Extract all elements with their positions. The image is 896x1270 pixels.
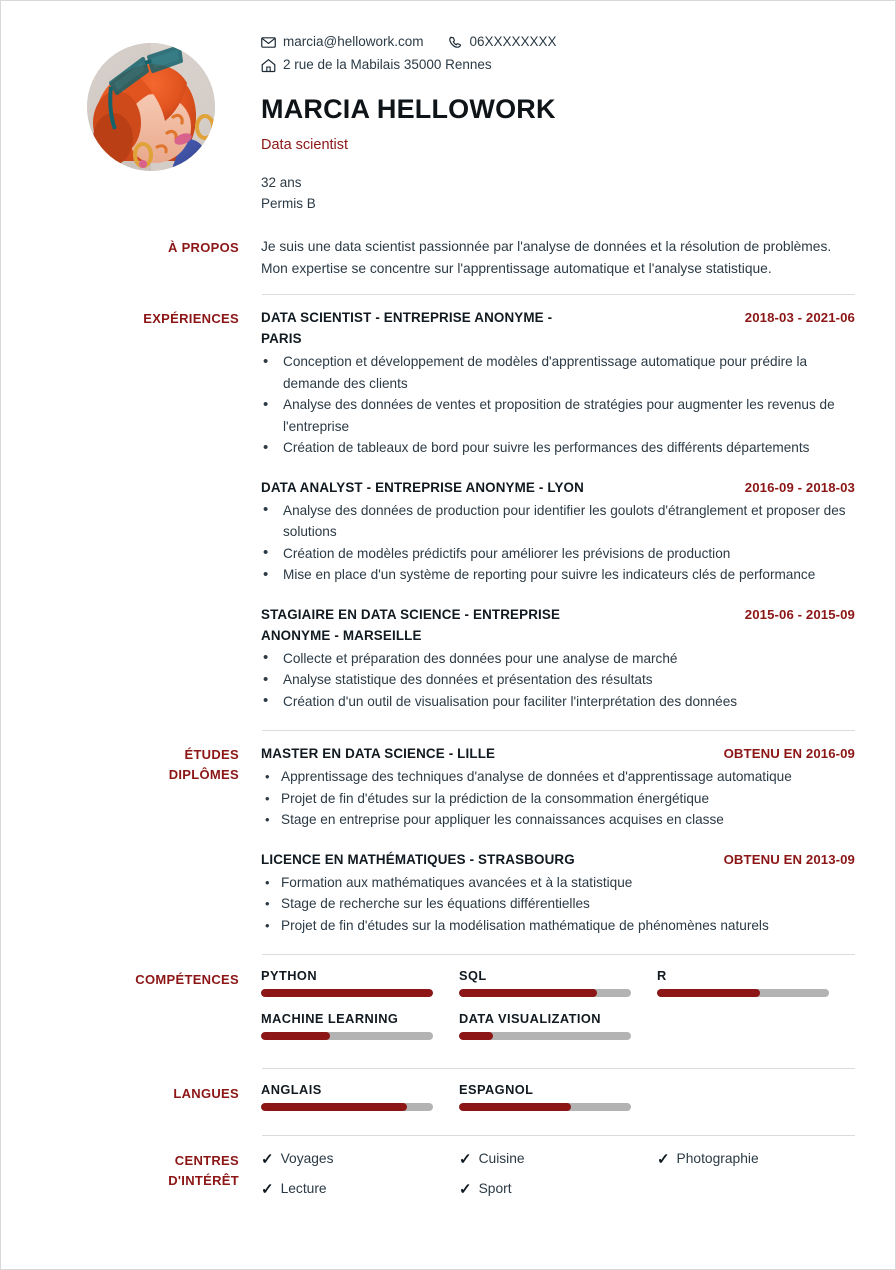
education-body: [261, 743, 855, 954]
skill-bar-fill: [261, 989, 433, 997]
section-label-languages: LANGUES: [173, 1086, 239, 1102]
skill-label: PYTHON: [261, 968, 318, 984]
skill-bar-fill: [459, 989, 597, 997]
page-title: MARCIA HELLOWORK: [261, 94, 556, 124]
entry-title: STAGIAIRE EN DATA SCIENCE - ENTREPRISE ANONYME - MARSEILLE: [261, 606, 561, 643]
skill: [261, 968, 459, 997]
check-icon: ✓: [458, 1150, 472, 1168]
entry: [261, 307, 855, 459]
bullet-item: • Stage de recherche sur les équations différentielles: [261, 893, 855, 915]
bullet-item: • Conception et développement de modèles d'apprentissage automatique pour prédire la demande des clients: [261, 351, 855, 394]
language-bar: [261, 1103, 433, 1111]
entry: [261, 477, 855, 586]
interests-grid: [261, 1149, 855, 1209]
header-main: [261, 31, 855, 214]
bullet-item: • Création de modèles prédictifs pour améliorer les prévisions de production: [261, 543, 855, 565]
entry-title: MASTER EN DATA SCIENCE - LILLE: [261, 746, 496, 762]
license-text: Permis B: [261, 196, 316, 212]
bullet-item: • Projet de fin d'études sur la prédiction de la consommation énergétique: [261, 788, 855, 810]
entry-bullets: [261, 872, 855, 937]
entry-bullets: [261, 351, 855, 459]
interest-item: [261, 1179, 459, 1199]
section-interests: [1, 1136, 895, 1223]
entry-title: DATA ANALYST - ENTREPRISE ANONYME - LYON: [261, 479, 584, 495]
section-label-skills: COMPÉTENCES: [135, 972, 239, 988]
bullet-item: • Projet de fin d'études sur la modélisation mathématique de phénomènes naturels: [261, 915, 855, 937]
experience-body: [261, 307, 855, 730]
contact-phone[interactable]: [448, 31, 557, 53]
bullet-item: • Analyse des données de production pour identifier les goulots d'étranglement et proposer des solutions: [261, 500, 855, 543]
about-body: [261, 236, 855, 294]
skill-label: MACHINE LEARNING: [261, 1011, 399, 1027]
language-bar-fill: [261, 1103, 407, 1111]
education-label-line1: ÉTUDES: [184, 747, 239, 763]
entry-bullets: [261, 500, 855, 586]
language: [459, 1082, 657, 1111]
skill-bar-fill: [261, 1032, 330, 1040]
skills-body: [261, 968, 855, 1068]
section-experience: [1, 295, 895, 730]
interest-label: Voyages: [280, 1151, 334, 1167]
entry-header: [261, 849, 855, 870]
envelope-icon: [261, 35, 276, 50]
interest-label: Lecture: [280, 1181, 327, 1197]
skill-bar: [459, 1032, 631, 1040]
skill-bar: [261, 1032, 433, 1040]
skill: [261, 1011, 459, 1040]
skill-label: SQL: [458, 968, 487, 984]
skill-bar: [261, 989, 433, 997]
interest-item: [657, 1149, 855, 1169]
bullet-item: • Analyse statistique des données et présentation des résultats: [261, 669, 855, 691]
section-education: [1, 731, 895, 954]
languages-body: [261, 1082, 855, 1135]
bullet-item: • Stage en entreprise pour appliquer les connaissances acquises en classe: [261, 809, 855, 831]
language-bar-fill: [459, 1103, 571, 1111]
skill-bar-fill: [459, 1032, 493, 1040]
entry-header: [261, 307, 855, 349]
interest-label: Photographie: [676, 1151, 759, 1167]
check-icon: ✓: [261, 1180, 274, 1198]
contact-line-1: [261, 31, 855, 53]
entry-date: 2015-06 - 2015-09: [744, 606, 855, 622]
section-about: [1, 236, 895, 294]
language-label: ANGLAIS: [261, 1082, 322, 1098]
interests-label-line2: D'INTÉRÊT: [168, 1173, 239, 1189]
section-label-about: À PROPOS: [167, 240, 239, 256]
check-icon: ✓: [656, 1150, 670, 1168]
entry-date: 2018-03 - 2021-06: [744, 310, 855, 326]
contact-email[interactable]: [261, 31, 424, 53]
section-label-experience: EXPÉRIENCES: [143, 311, 239, 327]
skill-bar-fill: [657, 989, 760, 997]
phone-text: 06XXXXXXXX: [469, 34, 557, 49]
interest-item: [459, 1149, 657, 1169]
skill-bar: [657, 989, 829, 997]
bullet-item: • Formation aux mathématiques avancées et à la statistique: [261, 872, 855, 894]
personal-meta: [261, 172, 855, 214]
entry-bullets: [261, 648, 855, 713]
entry-bullets: [261, 766, 855, 831]
email-text: marcia@hellowork.com: [283, 34, 424, 49]
check-icon: ✓: [261, 1150, 274, 1168]
section-label-interests: [41, 1149, 261, 1223]
interest-item: [261, 1149, 459, 1169]
bullet-item: • Apprentissage des techniques d'analyse de données et d'apprentissage automatique: [261, 766, 855, 788]
skill: [459, 968, 657, 997]
interest-label: Sport: [478, 1181, 512, 1197]
language-bar: [459, 1103, 631, 1111]
section-languages: [1, 1069, 895, 1135]
avatar-column: [41, 31, 261, 214]
interests-body: [261, 1149, 855, 1223]
entry-date: OBTENU EN 2013-09: [723, 851, 855, 867]
skill-label: R: [656, 968, 667, 984]
entry: [261, 604, 855, 713]
bullet-item: • Analyse des données de ventes et proposition de stratégies pour augmenter les revenus de l'entreprise: [261, 394, 855, 437]
interest-item: [459, 1179, 657, 1199]
about-text: Je suis une data scientist passionnée par l'analyse de données et la résolution de problèmes. Mon expertise se concentre sur l'apprentissage automatique et l'analyse statistique.: [261, 239, 832, 277]
age-text: 32 ans: [261, 175, 302, 191]
education-label-line2: DIPLÔMES: [168, 767, 239, 783]
skill-bar: [459, 989, 631, 997]
address-text: 2 rue de la Mabilais 35000 Rennes: [283, 57, 492, 72]
section-skills: [1, 955, 895, 1068]
entry-header: [261, 604, 855, 646]
entry-date: OBTENU EN 2016-09: [723, 746, 855, 762]
contact-address: [261, 54, 492, 76]
entry: [261, 743, 855, 831]
skill-label: DATA VISUALIZATION: [458, 1011, 601, 1027]
job-title: Data scientist: [261, 137, 349, 154]
interests-label-line1: CENTRES: [174, 1153, 239, 1169]
contact-line-2: [261, 54, 855, 76]
check-icon: ✓: [458, 1180, 472, 1198]
skill: [459, 1011, 657, 1040]
home-icon: [261, 58, 276, 73]
bullet-item: • Mise en place d'un système de reporting pour suivre les indicateurs clés de performance: [261, 564, 855, 586]
language-label: ESPAGNOL: [458, 1082, 534, 1098]
entry: [261, 849, 855, 937]
cv-header: [1, 1, 895, 214]
bullet-item: • Création de tableaux de bord pour suivre les performances des différents départements: [261, 437, 855, 459]
language: [261, 1082, 459, 1111]
entry-header: [261, 477, 855, 498]
entry-title: DATA SCIENTIST - ENTREPRISE ANONYME - PARIS: [261, 310, 553, 347]
section-label-education: [41, 743, 261, 954]
skills-grid: [261, 968, 855, 1054]
languages-grid: [261, 1082, 855, 1121]
entry-date: 2016-09 - 2018-03: [744, 479, 855, 495]
skill: [657, 968, 855, 997]
entry-header: [261, 743, 855, 764]
phone-icon: [448, 35, 463, 50]
bullet-item: • Création d'un outil de visualisation pour faciliter l'interprétation des données: [261, 691, 855, 713]
interest-label: Cuisine: [478, 1151, 525, 1167]
entry-title: LICENCE EN MATHÉMATIQUES - STRASBOURG: [261, 851, 575, 867]
avatar: [87, 43, 215, 171]
bullet-item: • Collecte et préparation des données pour une analyse de marché: [261, 648, 855, 670]
